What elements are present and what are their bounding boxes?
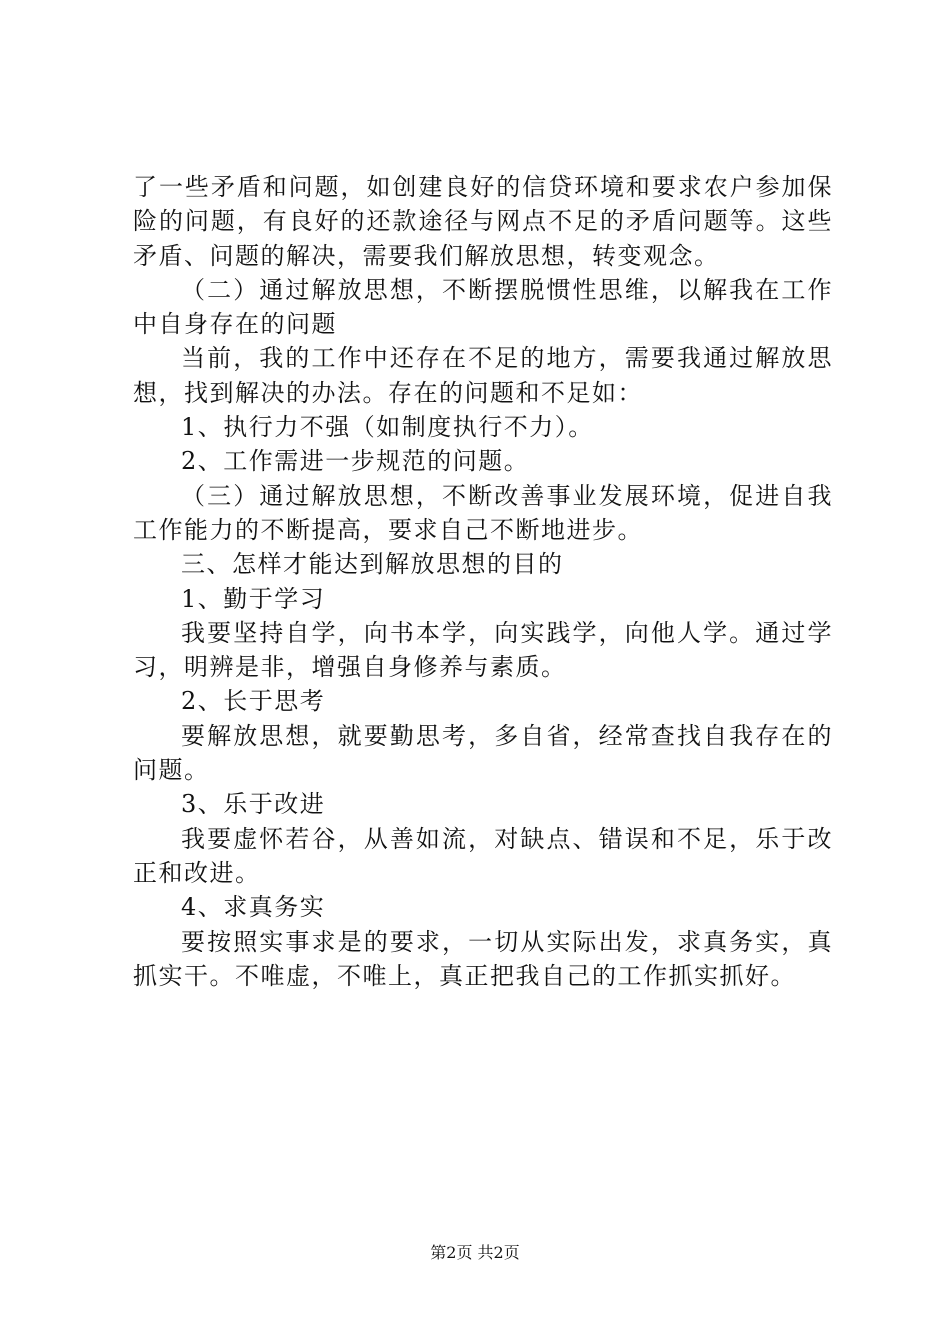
paragraph: 要按照实事求是的要求，一切从实际出发，求真务实，真抓实干。不唯虚，不唯上，真正把我自己的工作抓实抓好。 (133, 927, 833, 990)
subheading: 4、求真务实 (181, 893, 326, 922)
section-heading-2: （二）通过解放思想，不断摆脱惯性思维，以解我在工作中自身存在的问题 (133, 275, 833, 339)
subheading: 3、乐于改进 (181, 790, 326, 819)
document-body (133, 170, 833, 993)
paragraph: 我要虚怀若谷，从善如流，对缺点、错误和不足，乐于改正和改进。 (133, 824, 833, 887)
subheading: 2、长于思考 (181, 687, 326, 716)
paragraph: 要解放思想，就要勤思考，多自省，经常查找自我存在的问题。 (133, 721, 833, 785)
list-item: 1、执行力不强（如制度执行不力）。 (181, 413, 594, 442)
paragraph-continuation: 了一些矛盾和问题，如创建良好的信贷环境和要求农户参加保险的问题，有良好的还款途径与网点不足的矛盾问题等。这些矛盾、问题的解决，需要我们解放思想，转变观念。 (133, 173, 833, 270)
page-number: 第2页 共2页 (430, 1243, 520, 1262)
section-heading-3: （三）通过解放思想，不断改善事业发展环境，促进自我工作能力的不断提高，要求自己不断地进步。 (133, 481, 833, 544)
paragraph: 当前，我的工作中还存在不足的地方，需要我通过解放思想，找到解决的办法。存在的问题和不足如： (133, 344, 833, 407)
chapter-heading: 三、怎样才能达到解放思想的目的 (181, 550, 564, 579)
paragraph: 我要坚持自学，向书本学，向实践学，向他人学。通过学习，明辨是非，增强自身修养与素质。 (133, 618, 833, 682)
page-footer (0, 1243, 950, 1263)
subheading: 1、勤于学习 (181, 584, 326, 613)
list-item: 2、工作需进一步规范的问题。 (181, 447, 530, 476)
